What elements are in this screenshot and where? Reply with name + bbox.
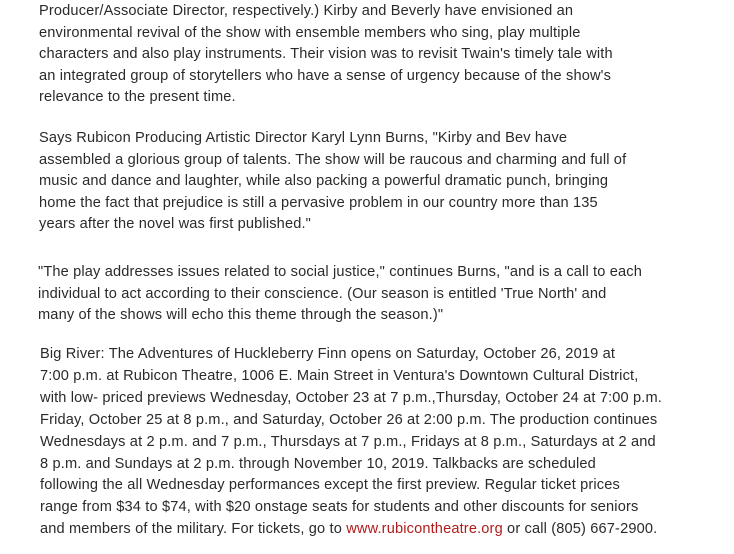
text-line: 8 p.m. and Sundays at 2 p.m. through November 10, 2019. Talkbacks are scheduled <box>40 455 596 472</box>
text-line: range from $34 to $74, with $20 onstage seats for students and other discounts for seniors <box>40 499 639 516</box>
text-line: many of the shows will echo this theme through the season.)" <box>38 307 444 324</box>
text-line: following the all Wednesday performances except the first preview. Regular ticket prices <box>40 477 620 494</box>
rubicon-website-link[interactable]: www.rubicontheatre.org <box>346 521 503 538</box>
text-line: assembled a glorious group of talents. The show will be raucous and charming and full of <box>39 151 627 168</box>
text-line: music and dance and laughter, while also packing a powerful dramatic punch, bringing <box>39 173 609 190</box>
text-line-tickets <box>40 519 662 541</box>
paragraph-show-details <box>40 344 662 541</box>
text-line: with low- priced previews Wednesday, October 23 at 7 p.m.,Thursday, October 24 at 7:00 p.m. <box>40 389 663 406</box>
text-line: Big River: The Adventures of Huckleberry Finn opens on Saturday, October 26, 2019 at <box>40 346 616 362</box>
text-line: Says Rubicon Producing Artistic Director Karyl Lynn Burns, "Kirby and Bev have <box>39 130 568 146</box>
text-line: environmental revival of the show with ensemble members who sing, play multiple <box>39 24 581 41</box>
text-line: "The play addresses issues related to social justice," continues Burns, "and is a call to each <box>38 264 642 280</box>
paragraph-directors-vision <box>39 1 613 109</box>
paragraph-social-justice <box>38 262 642 327</box>
text-line: relevance to the present time. <box>39 89 236 106</box>
text-line: home the fact that prejudice is still a pervasive problem in our country more than 135 <box>39 194 598 211</box>
text-line: Friday, October 25 at 8 p.m., and Saturday, October 26 at 2:00 p.m. The production continues <box>40 411 658 428</box>
tickets-text-suffix: or call (805) 667-2900. <box>502 521 658 538</box>
text-line: an integrated group of storytellers who have a sense of urgency because of the show's <box>39 67 612 84</box>
text-line: individual to act according to their conscience. (Our season is entitled 'True North' and <box>38 285 607 302</box>
text-line: years after the novel was first published." <box>39 216 312 233</box>
tickets-text-prefix: and members of the military. For tickets, go to <box>40 521 347 538</box>
text-line: Producer/Associate Director, respectively.) Kirby and Beverly have envisioned an <box>39 3 574 19</box>
paragraph-burns-quote <box>39 128 626 236</box>
text-line: characters and also play instruments. Their vision was to revisit Twain's timely tale with <box>39 46 613 63</box>
text-line: 7:00 p.m. at Rubicon Theatre, 1006 E. Main Street in Ventura's Downtown Cultural District, <box>40 367 639 384</box>
text-line: Wednesdays at 2 p.m. and 7 p.m., Thursdays at 7 p.m., Fridays at 8 p.m., Saturdays at 2 and <box>40 433 656 450</box>
